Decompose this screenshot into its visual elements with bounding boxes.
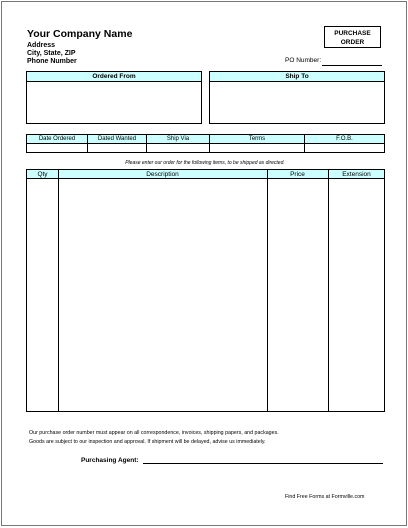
company-phone: Phone Number bbox=[27, 58, 77, 65]
document-title-line2: ORDER bbox=[340, 39, 365, 46]
price-header: Price bbox=[290, 171, 305, 178]
ship-to-header: Ship To bbox=[210, 72, 384, 82]
description-column-divider bbox=[267, 170, 268, 411]
company-name: Your Company Name bbox=[27, 28, 133, 40]
document-title-box bbox=[324, 26, 381, 48]
price-column-divider bbox=[328, 170, 329, 411]
company-city-state-zip: City, State, ZIP bbox=[27, 50, 76, 57]
po-number-label: PO Number: bbox=[285, 57, 322, 64]
date-ordered-field[interactable] bbox=[27, 144, 88, 153]
purchase-order-page bbox=[1, 1, 407, 526]
po-number-field[interactable] bbox=[322, 65, 382, 66]
company-address: Address bbox=[27, 42, 56, 49]
fob-field[interactable] bbox=[305, 144, 385, 153]
date-wanted-field[interactable] bbox=[88, 144, 147, 153]
purchasing-agent-label: Purchasing Agent: bbox=[81, 457, 139, 464]
extension-header: Extension bbox=[342, 171, 371, 178]
qty-header: Qty bbox=[37, 171, 48, 178]
date-wanted-header: Dated Wanted bbox=[88, 135, 147, 144]
date-ordered-header: Date Ordered bbox=[27, 135, 88, 144]
ship-via-field[interactable] bbox=[147, 144, 210, 153]
line-items-table bbox=[26, 169, 385, 412]
order-info-header-row bbox=[27, 135, 385, 144]
document-title-line1: PURCHASE bbox=[334, 30, 371, 37]
fob-header: F.O.B. bbox=[305, 135, 385, 144]
footer-line-1: Our purchase order number must appear on all correspondence, invoices, shipping papers, and packages. bbox=[29, 430, 279, 436]
order-info-table bbox=[26, 134, 385, 153]
order-info-value-row bbox=[27, 144, 385, 153]
credit-text: Find Free Forms at Formville.com bbox=[285, 494, 365, 500]
footer-line-2: Goods are subject to our inspection and approval. If shipment will be delayed, advise us immediately. bbox=[29, 439, 266, 445]
ship-via-header: Ship Via bbox=[147, 135, 210, 144]
qty-column-divider bbox=[58, 170, 59, 411]
description-header: Description bbox=[146, 171, 179, 178]
ship-to-box[interactable] bbox=[209, 71, 385, 124]
purchasing-agent-field[interactable] bbox=[143, 463, 383, 464]
terms-field[interactable] bbox=[210, 144, 305, 153]
order-instruction: Please enter our order for the following items, to be shipped as directed. bbox=[125, 160, 285, 166]
terms-header: Terms bbox=[210, 135, 305, 144]
ordered-from-header: Ordered From bbox=[27, 72, 201, 82]
ordered-from-box[interactable] bbox=[26, 71, 202, 124]
